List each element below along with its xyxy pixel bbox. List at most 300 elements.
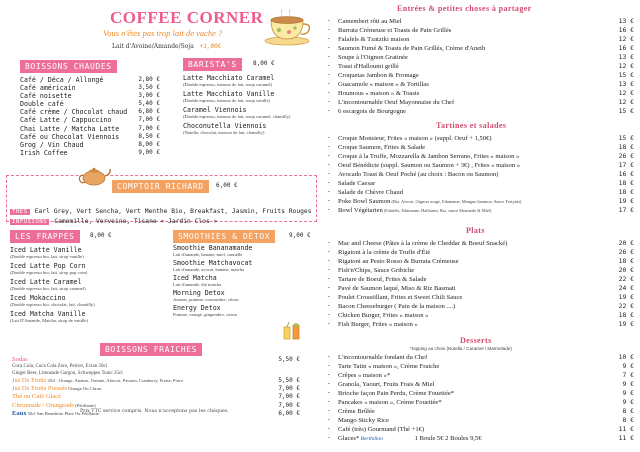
plats-header: Plats xyxy=(466,226,485,235)
item-description: (Nutella, chocolat, mousse de lait, chantilly) xyxy=(183,130,265,136)
bullet: - xyxy=(328,180,330,186)
bullet: - xyxy=(328,63,330,69)
item-title: Jus De Fruits xyxy=(12,377,47,385)
item-description: (Pétillante) xyxy=(74,402,96,408)
menu-item xyxy=(328,170,634,179)
item-name: Rigatoni au Pesto Rosso & Burrata Crémeuse xyxy=(338,258,459,265)
item-name: Iced Latte Vanille xyxy=(10,246,82,254)
item-name xyxy=(12,356,28,364)
entrees-header: Entrées & petites choses à partager xyxy=(397,4,532,13)
menu-item xyxy=(12,385,300,393)
item-name-wrap xyxy=(338,62,399,71)
menu-row xyxy=(338,197,634,206)
bullet: - xyxy=(328,45,330,51)
item-name: Saumon Fumé & Toasts de Pain Grillés, Crème d'Aneth xyxy=(338,45,486,52)
item-name: Chai Latte / Matcha Latte xyxy=(20,124,120,133)
item-name-wrap xyxy=(338,311,428,320)
menu-item xyxy=(183,74,290,87)
item-name: Salade de Chèvre Chaud xyxy=(338,189,404,196)
item-price: 20 € xyxy=(618,239,634,247)
item-price: 9 € xyxy=(622,389,634,397)
bullet: - xyxy=(328,381,330,387)
menu-row xyxy=(338,257,634,266)
menu-row xyxy=(338,161,634,170)
item-name: Latte Macchiato Caramel xyxy=(183,74,275,82)
menu-item xyxy=(328,371,634,380)
item-name-wrap xyxy=(338,239,507,248)
menu-row xyxy=(338,80,634,89)
bullet: - xyxy=(328,258,330,264)
menu-item xyxy=(12,377,300,385)
item-description: (Lait D'Amande, Matcha, sirop de vanille) xyxy=(10,318,89,324)
menu-item xyxy=(173,304,252,317)
item-description: Ananas, pomme, concombre, citron xyxy=(173,297,239,303)
bullet: - xyxy=(328,426,330,432)
item-name-wrap xyxy=(338,152,519,161)
item-name: Rigatoni à la crème de Truffe d'Été xyxy=(338,249,431,256)
item-name xyxy=(12,393,61,401)
item-name-wrap xyxy=(338,293,462,302)
item-name: Falafels & Tzatziki maison xyxy=(338,36,410,43)
boissons-chaudes-header: BOISSONS CHAUDES xyxy=(20,60,117,73)
bullet: - xyxy=(328,390,330,396)
item-name: Smoothie Bananamande xyxy=(173,244,253,252)
menu-item xyxy=(328,71,634,80)
item-name: Granola, Yaourt, Fruits Frais & Miel xyxy=(338,381,435,388)
frappes-price: 8,00 € xyxy=(90,232,112,239)
menu-item xyxy=(20,141,160,149)
item-name: Avocado Toast & Oeuf Poché (au choix : Bacon ou Saumon) xyxy=(338,171,499,178)
item-name: Iced Latte Pop Corn xyxy=(10,262,86,271)
item-name-wrap xyxy=(338,17,402,26)
boissons-chaudes-list xyxy=(20,76,160,157)
bullet: - xyxy=(328,303,330,309)
comptoir-price: 6,00 € xyxy=(216,182,238,189)
item-name: Croque Saumon, Frites & Salade xyxy=(338,144,425,151)
item-name: Tartare de Boeuf, Frites & Salade xyxy=(338,276,427,283)
item-price: 7,00 € xyxy=(278,393,300,401)
desserts-header: Desserts xyxy=(460,336,492,345)
drinks-icon xyxy=(282,322,302,340)
item-price: 15 € xyxy=(618,71,634,79)
menu-item xyxy=(328,380,634,389)
bullet: - xyxy=(328,249,330,255)
item-name: Pavé de Saumon laqué, Miso & Riz Basmati xyxy=(338,285,456,292)
tartines-header: Tartines et salades xyxy=(436,121,507,130)
bullet: - xyxy=(328,372,330,378)
item-price: 9 € xyxy=(622,380,634,388)
plats-list xyxy=(328,239,634,329)
bullet: - xyxy=(328,198,330,204)
item-name-wrap xyxy=(338,35,409,44)
item-price: 15 € xyxy=(618,134,634,142)
item-title: Citronnade / Orangeade xyxy=(12,401,75,409)
menu-item xyxy=(328,62,634,71)
item-name: Crème Brûlée xyxy=(338,408,375,415)
item-name-wrap xyxy=(338,197,521,206)
bullet: - xyxy=(328,153,330,159)
item-description: Lait d'amande, banane, miel, cannelle xyxy=(173,252,243,258)
menu-row xyxy=(338,89,634,98)
item-price: 2,80 € xyxy=(138,76,160,83)
menu-item xyxy=(183,106,290,119)
item-price: 9,00 € xyxy=(138,148,160,156)
item-price: 22 € xyxy=(618,302,634,310)
item-name: Coca Cola, Coca Cola Zero, Perrier, Evian 50cl xyxy=(12,364,108,370)
item-description: Orange Ou Citron xyxy=(67,386,102,392)
item-price: 6,80 € xyxy=(138,108,160,116)
item-name: Iced Matcha xyxy=(173,274,217,283)
item-name-wrap xyxy=(338,362,439,371)
menu-item xyxy=(20,92,160,100)
menu-row xyxy=(338,362,634,371)
menu-item xyxy=(328,257,634,266)
item-price: 13 € xyxy=(618,80,634,88)
menu-item xyxy=(328,248,634,257)
item-price: 26 € xyxy=(618,248,634,256)
item-name: Crêpes « maison »* xyxy=(338,372,391,379)
item-name-wrap xyxy=(338,170,498,179)
menu-row xyxy=(338,53,634,62)
menu-row xyxy=(338,353,634,362)
item-name: Ginger Beer, Limonade Gargon, Schweppes Tonic 25cl xyxy=(12,370,123,376)
menu-item xyxy=(12,364,300,371)
item-name: Smoothie Matchavocat xyxy=(173,259,253,268)
brand-tagline: Vous n'êtes pas trop lait de vache ? xyxy=(103,28,223,38)
menu-row xyxy=(338,152,634,161)
item-name-wrap xyxy=(338,257,459,266)
menu-item xyxy=(10,310,95,323)
item-description: (Double espresso, mousse de lait, sirop vanille) xyxy=(183,98,271,104)
menu-row xyxy=(338,380,634,389)
item-name-wrap xyxy=(338,98,454,107)
the-label: THES xyxy=(12,209,28,215)
item-name-wrap xyxy=(338,80,429,89)
item-name: Poke Bowl Saumon xyxy=(338,198,391,205)
menu-item xyxy=(328,53,634,62)
footer-note: Prix TTC service compris. Nous n'acceptons pas les chèques. xyxy=(80,409,229,414)
item-price: 19 € xyxy=(618,293,634,301)
menu-row xyxy=(338,179,634,188)
menu-item xyxy=(328,353,634,362)
item-name: Café Latte / Cappuccino xyxy=(20,116,112,125)
menu-item xyxy=(328,293,634,302)
item-name: Iced Mokaccino xyxy=(10,294,66,303)
item-name: Choconutella Viennois xyxy=(183,122,267,131)
bullet: - xyxy=(328,189,330,195)
item-name-wrap xyxy=(338,380,434,389)
the-list: Earl Grey, Vert Sencha, Vert Menthe Bio, Breakfast, Jasmin, Fruits Rouges xyxy=(34,208,312,215)
item-name: L'incontournable Oeuf Mayonnaise du Chef xyxy=(338,99,455,106)
menu-row xyxy=(338,320,634,329)
item-name-wrap xyxy=(338,275,427,284)
item-description: 50cl San Benedetto Plate Ou Pétillante xyxy=(26,410,99,416)
milk-options-price: +1,00€ xyxy=(199,43,222,50)
menu-row xyxy=(338,293,634,302)
item-price: 8,00 € xyxy=(138,140,160,148)
item-name: Café / Déca / Allongé xyxy=(20,76,104,84)
item-name: Camembert rôti au Miel xyxy=(338,18,402,25)
item-price: 7,00 € xyxy=(278,385,300,393)
menu-item xyxy=(12,393,300,401)
item-name: Latte Macchiato Vanille xyxy=(183,90,275,99)
item-name: Iced Latte Caramel xyxy=(10,278,82,287)
item-name: Pancakes « maison », Crème Fouettée* xyxy=(338,399,442,406)
menu-item xyxy=(328,239,634,248)
bullet: - xyxy=(328,363,330,369)
brand-logo: Berthillon xyxy=(359,435,383,442)
item-title: Eaux xyxy=(12,409,27,417)
item-name-wrap xyxy=(338,266,414,275)
frappes-header: LES FRAPPÉS xyxy=(10,230,80,243)
item-name-wrap xyxy=(338,26,451,35)
item-description: Lait d'amande, avocat, banane, matcha xyxy=(173,267,245,273)
item-price: 3,00 € xyxy=(138,92,160,100)
item-title: Thé ou Café Glacé xyxy=(12,393,61,401)
menu-item xyxy=(328,275,634,284)
menu-item xyxy=(328,179,634,188)
item-description: (Double espresso bio, lait, sirop pop corn) xyxy=(10,270,88,276)
item-name: Croque Monsieur, Frites « maison » (suppl. Oeuf + 1,50€) xyxy=(338,135,492,142)
frappes-list xyxy=(10,246,95,326)
item-name: Caramel Viennois xyxy=(183,106,247,115)
item-price: 18 € xyxy=(618,188,634,196)
item-name-wrap xyxy=(338,353,427,362)
menu-item xyxy=(20,116,160,124)
item-name: Soupe à l'Oignon Gratinée xyxy=(338,54,408,61)
menu-item xyxy=(328,44,634,53)
item-name: Poulet Croustillant, Frites et Sweet Chili Sauce xyxy=(338,294,463,301)
menu-item xyxy=(328,206,634,215)
menu-item xyxy=(328,35,634,44)
menu-item xyxy=(20,108,160,116)
item-title: Sodas xyxy=(12,356,28,363)
item-price: 8 € xyxy=(622,407,634,415)
item-price: 22 € xyxy=(618,275,634,283)
brand-title: COFFEE CORNER xyxy=(110,8,264,27)
item-name-wrap xyxy=(338,248,430,257)
item-name: Bacon Cheeseburger ( Pain de la maison ....) xyxy=(338,303,456,310)
item-price: 9 € xyxy=(622,362,634,370)
item-name: Café américain xyxy=(20,84,76,93)
bullet: - xyxy=(328,72,330,78)
bullet: - xyxy=(328,108,330,114)
item-name: Fish'n'Chips, Sauce Gribiche xyxy=(338,267,415,274)
menu-row xyxy=(338,371,634,380)
item-price: 18 € xyxy=(618,143,634,151)
menu-item xyxy=(328,89,634,98)
item-name: Energy Detox xyxy=(173,304,221,313)
item-description: (Double espresso bio, lait, sirop vanille) xyxy=(10,254,84,260)
menu-item xyxy=(10,262,95,275)
item-name-wrap xyxy=(338,188,403,197)
item-description: (Falafels, Edamame, Halloumi, Riz, sauce Moutarde & Miel) xyxy=(382,208,492,213)
item-price: 5,50 € xyxy=(278,356,300,363)
item-price: 16 € xyxy=(618,170,634,178)
item-name: Tarte Tatin « maison », Crème Fraiche xyxy=(338,363,440,370)
teacup-illustration xyxy=(262,8,312,46)
item-name-wrap xyxy=(338,398,442,407)
item-title: Jus De Fruits Pressés xyxy=(12,385,68,393)
menu-item xyxy=(328,434,634,443)
item-price: 8,50 € xyxy=(138,132,160,140)
menu-item xyxy=(328,389,634,398)
desserts-note: *topping au choix (Nutella / Caramel / Marmelade) xyxy=(410,346,512,351)
item-description: (Double espresso, mousse de lait, sirop caramel) xyxy=(183,82,273,88)
item-name xyxy=(12,377,183,385)
item-name: Café ou Chocolat Viennois xyxy=(20,132,120,141)
item-name-wrap xyxy=(338,134,492,143)
item-price: 18 € xyxy=(618,257,634,265)
item-price: 18 € xyxy=(618,179,634,187)
item-price: 5,50 € xyxy=(278,377,300,385)
menu-item xyxy=(173,259,252,272)
item-name: Glaces* xyxy=(338,434,360,442)
menu-item xyxy=(328,362,634,371)
menu-item xyxy=(328,17,634,26)
item-price: 9 € xyxy=(622,398,634,406)
item-name-wrap xyxy=(338,44,485,53)
item-price: 19 € xyxy=(618,197,634,205)
bullet: - xyxy=(328,81,330,87)
item-name: Croque à la Truffe, Mozzarella & Jambon Serrano, Frites « maison » xyxy=(338,153,520,160)
menu-item xyxy=(328,398,634,407)
menu-item xyxy=(328,143,634,152)
bullet: - xyxy=(328,90,330,96)
menu-row xyxy=(338,188,634,197)
menu-item xyxy=(328,266,634,275)
bullet: - xyxy=(328,171,330,177)
item-name: Café (très) Gourmand (Thé +1€) xyxy=(338,426,425,433)
item-price: 11 € xyxy=(618,433,634,442)
item-name-wrap xyxy=(338,161,520,170)
bullet: - xyxy=(328,285,330,291)
item-name-wrap xyxy=(338,389,454,398)
item-scoops: 1 Boule 5€ 2 Boules 9,5€ xyxy=(412,434,482,442)
menu-row xyxy=(338,266,634,275)
item-name-wrap xyxy=(338,434,482,444)
bullet: - xyxy=(328,321,330,327)
bullet: - xyxy=(328,267,330,273)
item-name-wrap xyxy=(338,53,408,62)
item-description: (Double espresso bio, chocolat, lait, chantilly) xyxy=(10,302,95,308)
boissons-fraiches-header: BOISSONS FRAICHES xyxy=(100,343,202,356)
item-price: 5,40 € xyxy=(138,100,160,108)
bullet: - xyxy=(328,240,330,246)
item-name-wrap xyxy=(338,107,406,116)
item-name: Croquetas Jambon & Fromage xyxy=(338,72,419,79)
menu-item xyxy=(328,161,634,170)
bullet: - xyxy=(328,36,330,42)
item-name: Irish Coffee xyxy=(20,148,68,157)
item-name xyxy=(12,385,101,393)
menu-item xyxy=(328,152,634,161)
item-price: 26 € xyxy=(618,152,634,160)
menu-item xyxy=(173,244,252,257)
desserts-list xyxy=(328,353,634,443)
teapot-icon xyxy=(78,164,112,186)
item-price: 7,00 € xyxy=(138,124,160,132)
menu-row xyxy=(338,284,634,293)
bullet: - xyxy=(328,294,330,300)
menu-row xyxy=(338,143,634,152)
bullet: - xyxy=(328,435,330,441)
menu-item xyxy=(20,76,160,84)
menu-item xyxy=(10,246,95,259)
item-name: Brioche façon Pain Perdu, Crème Fouettée* xyxy=(338,390,455,397)
menu-row xyxy=(338,311,634,320)
menu-item xyxy=(328,188,634,197)
item-name-wrap xyxy=(338,371,390,380)
item-price: 18 € xyxy=(618,311,634,319)
item-name-wrap xyxy=(338,89,419,98)
item-name: Guacamole « maison » & Tortillas xyxy=(338,81,429,88)
bullet: - xyxy=(328,354,330,360)
menu-item xyxy=(328,98,634,107)
bullet: - xyxy=(328,54,330,60)
menu-item xyxy=(10,278,95,291)
smoothies-list xyxy=(173,244,252,319)
item-name: Fish Burger, Frites « maison » xyxy=(338,321,418,328)
menu-row xyxy=(338,239,634,248)
item-name: Grog / Vin Chaud xyxy=(20,140,84,149)
menu-item xyxy=(20,133,160,141)
bullet: - xyxy=(328,27,330,33)
item-description: (Double espresso, mousse de lait, sirop caramel, chantilly) xyxy=(183,114,291,120)
item-price: 17 € xyxy=(618,161,634,169)
baristas-list xyxy=(183,74,290,138)
menu-row xyxy=(338,35,634,44)
menu-row xyxy=(338,71,634,80)
menu-row xyxy=(338,206,634,215)
menu-item xyxy=(183,90,290,103)
item-price: 12 € xyxy=(618,35,634,43)
menu-item xyxy=(328,134,634,143)
menu-row xyxy=(338,44,634,53)
item-price: 20 € xyxy=(618,266,634,274)
item-name-wrap xyxy=(338,143,425,152)
menu-row xyxy=(338,170,634,179)
menu-item xyxy=(328,284,634,293)
bullet: - xyxy=(328,99,330,105)
menu-item xyxy=(328,311,634,320)
item-name-wrap xyxy=(338,284,456,293)
item-name: Burrata Crémeuse et Toasts de Pain Grillés xyxy=(338,27,452,34)
item-price: 19 € xyxy=(618,320,634,328)
menu-item xyxy=(328,302,634,311)
menu-item xyxy=(328,320,634,329)
item-description: Pomme, orange, gingembre, citron xyxy=(173,312,237,318)
item-price: 8 € xyxy=(622,416,634,424)
item-description: 25cl : Orange, Ananas, Tomate, Abricot, Passion, Cranberry, Fraise, Poire xyxy=(46,378,183,384)
menu-item xyxy=(328,416,634,425)
item-name: Mac and Cheese (Pâtes à la crème de Cheddar & Boeuf Snacké) xyxy=(338,240,508,247)
menu-item xyxy=(328,407,634,416)
item-price: 13 € xyxy=(618,53,634,61)
item-name: 6 escargots de Bourgogne xyxy=(338,108,407,115)
menu-row xyxy=(338,434,634,444)
item-name-wrap xyxy=(338,179,375,188)
menu-row xyxy=(338,398,634,407)
bullet: - xyxy=(328,135,330,141)
item-name: Iced Matcha Vanille xyxy=(10,310,86,319)
bullet: - xyxy=(328,417,330,423)
infusion-label: INFUSIONS xyxy=(12,219,48,225)
item-price: 7,00 € xyxy=(138,116,160,124)
item-price: 7 € xyxy=(622,371,634,379)
menu-item xyxy=(20,100,160,108)
item-price: 24 € xyxy=(618,284,634,292)
